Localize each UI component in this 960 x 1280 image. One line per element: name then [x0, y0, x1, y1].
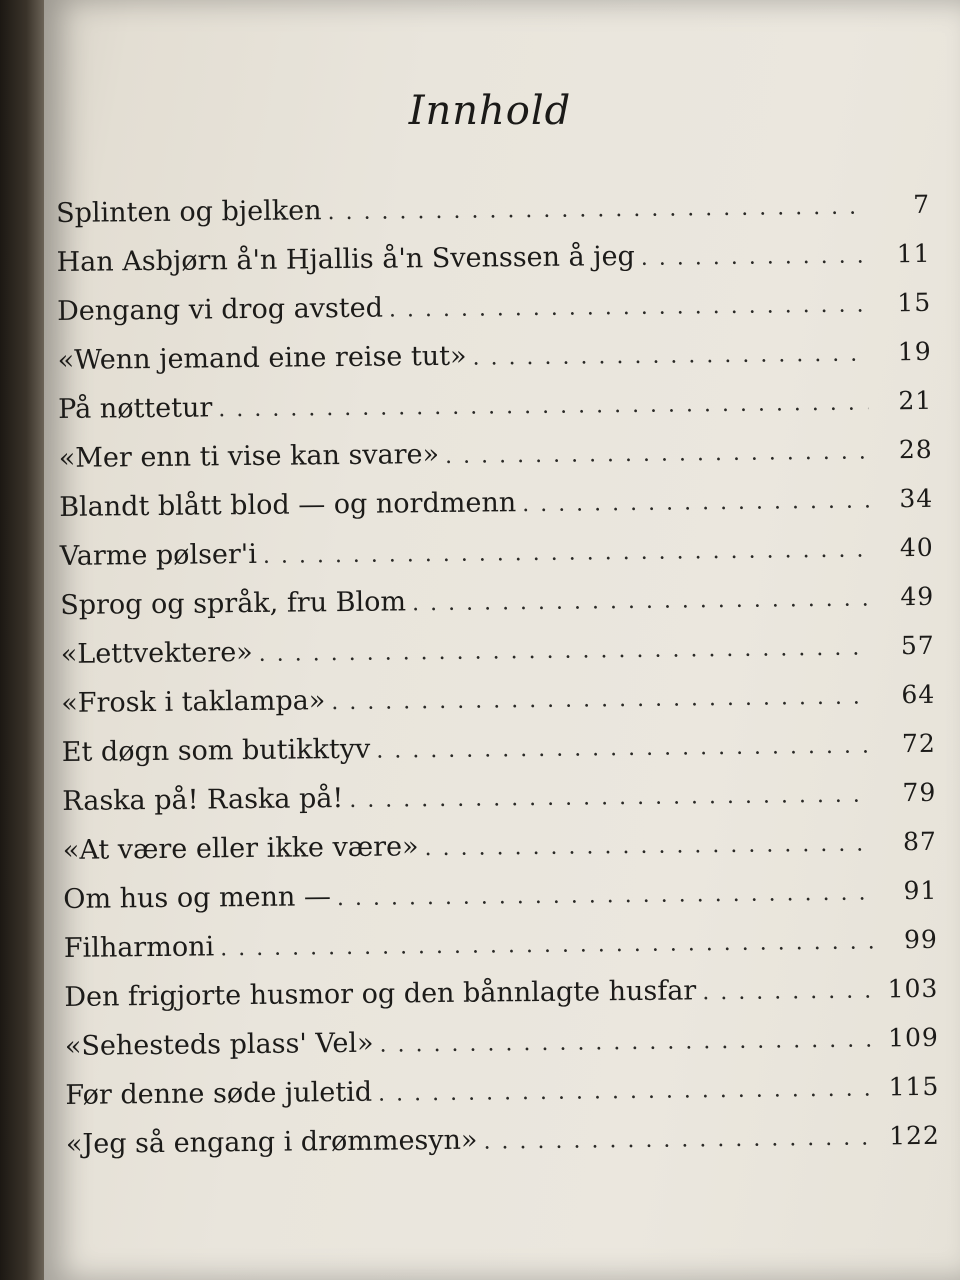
toc-entry-page: 109: [887, 1022, 939, 1053]
toc-entry-title: Et døgn som butikktyv: [61, 733, 371, 768]
book-spine-shadow: [0, 0, 44, 1280]
toc-entry-page: 91: [903, 875, 938, 906]
table-of-contents: [56, 189, 940, 1178]
toc-entry-page: 7: [913, 189, 931, 220]
toc-entry-title: Raska på! Raska på!: [62, 783, 344, 817]
toc-leader-dots: [218, 391, 868, 423]
toc-leader-dots: [389, 293, 867, 323]
toc-leader-dots: [702, 978, 874, 1005]
toc-leader-dots: [259, 635, 871, 666]
toc-leader-dots: [472, 342, 867, 371]
toc-entry-title: Sprog og språk, fru Blom: [60, 586, 407, 621]
toc-leader-dots: [379, 1027, 875, 1057]
toc-entry-title: «Lettvektere»: [60, 636, 253, 670]
toc-entry-title: Om hus og menn —: [63, 881, 332, 915]
toc-entry-title: «At være eller ikke være»: [62, 831, 419, 866]
toc-entry-title: Før denne søde juletid: [65, 1076, 373, 1111]
toc-entry-page: 34: [899, 483, 934, 514]
toc-leader-dots: [483, 1125, 876, 1154]
toc-entry-page: 40: [899, 532, 934, 563]
toc-entry-page: 64: [901, 679, 936, 710]
toc-entry-title: Blandt blått blod — og nordmenn: [59, 487, 517, 523]
toc-entry-title: «Frosk i taklampa»: [61, 685, 326, 719]
toc-leader-dots: [349, 782, 872, 812]
toc-leader-dots: [522, 489, 869, 518]
toc-leader-dots: [337, 880, 874, 911]
toc-entry-title: Filharmoni: [63, 931, 215, 964]
toc-leader-dots: [445, 440, 869, 469]
toc-entry-page: 11: [896, 238, 931, 269]
toc-entry: [66, 1120, 940, 1178]
toc-entry-title: «Sehesteds plass' Vel»: [64, 1027, 374, 1062]
toc-leader-dots: [263, 537, 870, 568]
toc-entry-title: Splinten og bjelken: [56, 195, 322, 229]
toc-leader-dots: [376, 733, 872, 763]
toc-entry-page: 103: [887, 973, 939, 1004]
toc-entry-page: 28: [898, 434, 933, 465]
toc-entry-page: 79: [902, 777, 937, 808]
toc-leader-dots: [378, 1076, 876, 1106]
toc-entry-page: 72: [901, 728, 936, 759]
toc-entry-page: 21: [898, 385, 933, 416]
toc-entry-page: 49: [900, 581, 935, 612]
toc-leader-dots: [327, 195, 866, 226]
toc-entry-title: Den frigjorte husmor og den bånnlagte husfar: [64, 975, 697, 1013]
toc-entry-page: 15: [897, 287, 932, 318]
toc-leader-dots: [641, 244, 867, 271]
toc-entry-page: 99: [903, 924, 938, 955]
toc-entry-page: 19: [897, 336, 932, 367]
toc-leader-dots: [331, 684, 871, 715]
toc-entry-page: 57: [900, 630, 935, 661]
toc-entry-page: 115: [888, 1071, 940, 1102]
toc-entry-title: Dengang vi drog avsted: [57, 292, 384, 327]
toc-entry-title: Varme pølser'i: [59, 538, 258, 572]
page-title: Innhold: [408, 88, 572, 134]
toc-entry-title: «Jeg så engang i drømmesyn»: [65, 1124, 478, 1160]
toc-entry-page: 87: [902, 826, 937, 857]
toc-entry-page: 122: [888, 1120, 941, 1151]
toc-entry-title: «Mer enn ti vise kan svare»: [58, 439, 440, 474]
toc-leader-dots: [220, 929, 874, 961]
toc-leader-dots: [424, 831, 872, 861]
toc-entry-title: På nøttetur: [58, 392, 213, 425]
toc-entry-title: «Wenn jemand eine reise tut»: [57, 340, 467, 376]
toc-entry-title: Han Asbjørn å'n Hjallis å'n Svenssen å jeg: [56, 240, 636, 278]
toc-leader-dots: [412, 586, 870, 616]
